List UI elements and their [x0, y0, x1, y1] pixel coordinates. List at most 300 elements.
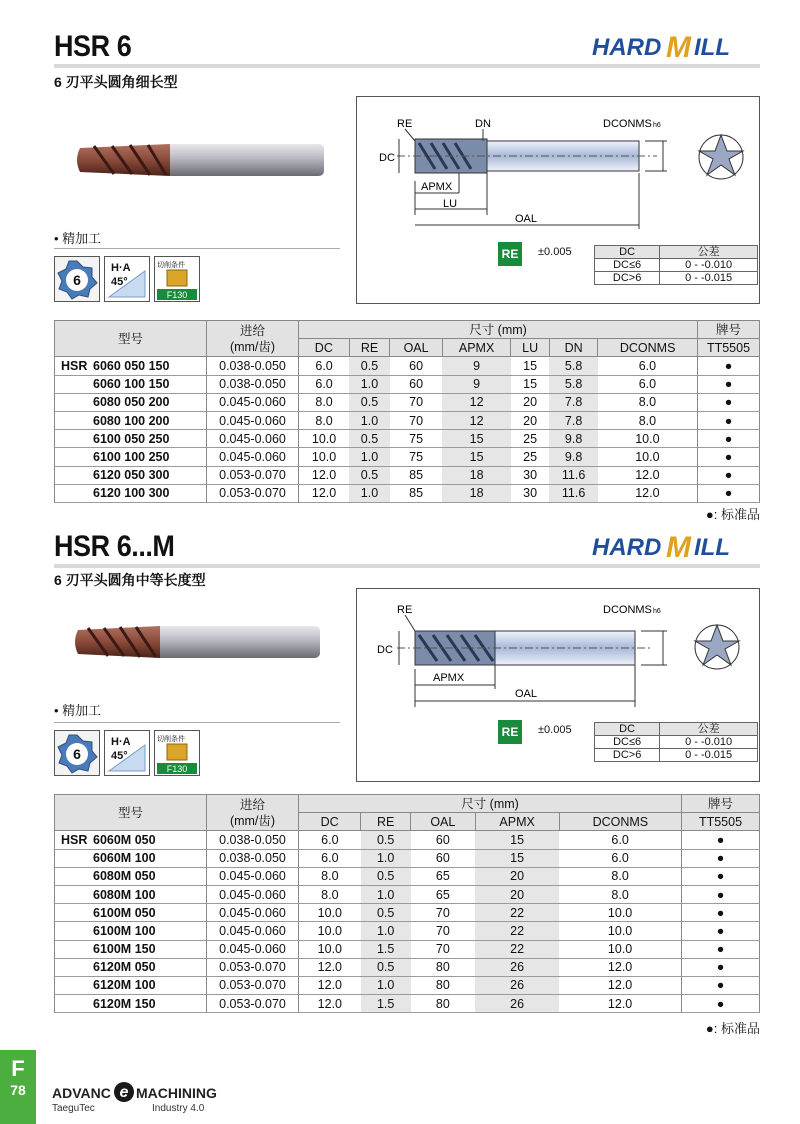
dim-cell-dn: 5.8: [549, 357, 597, 375]
dim-cell-oal: 80: [411, 958, 475, 976]
dim-cell-apmx: 20: [475, 867, 559, 885]
model-cell: [55, 849, 207, 867]
cond-code: F130: [166, 764, 188, 774]
table-row: [55, 940, 760, 958]
spec-icons: [54, 730, 200, 776]
dim-cell-apmx: 20: [475, 885, 559, 903]
col-feed: 进给 (mm/齿): [207, 795, 299, 831]
dim-cell-re: 1.0: [361, 849, 411, 867]
feed-cell: 0.045-0.060: [207, 411, 299, 429]
tol-head-tol: 公差: [660, 723, 758, 736]
stock-mark: ●: [682, 940, 760, 958]
col-model: 型号: [55, 321, 207, 357]
dim-cell-dn: 11.6: [549, 484, 597, 502]
section-hsr6m: [0, 528, 800, 1048]
dim-cell-apmx: 9: [442, 375, 511, 393]
model-code: 6100 050 250: [93, 431, 170, 446]
end-mill-image: [74, 620, 328, 664]
dim-cell-oal: 70: [411, 940, 475, 958]
dim-cell-oal: 60: [390, 357, 442, 375]
dim-oal: OAL: [515, 213, 538, 225]
dim-cell-re: 0.5: [361, 904, 411, 922]
helix-label: H·A: [111, 262, 131, 274]
dim-cell-oal: 80: [411, 976, 475, 994]
dim-cell-apmx: 12: [442, 411, 511, 429]
stock-mark: ●: [698, 375, 760, 393]
dim-cell-oal: 70: [390, 393, 442, 411]
section-title: HSR 6: [54, 30, 132, 63]
dim-h6: h6: [653, 122, 661, 129]
model-code: 6060M 100: [93, 851, 156, 866]
standard-note: ●: 标准品: [705, 507, 760, 522]
model-code: 6100M 150: [93, 942, 156, 957]
end-view-icon: [699, 135, 743, 179]
model-code: 6100M 100: [93, 923, 156, 938]
dim-cell-apmx: 22: [475, 940, 559, 958]
dim-cell-re: 1.0: [349, 375, 390, 393]
stock-mark: ●: [682, 867, 760, 885]
feed-cell: 0.045-0.060: [207, 940, 299, 958]
model-code: 6100 100 250: [93, 449, 170, 464]
col-model: 型号: [55, 795, 207, 831]
dim-cell-re: 1.0: [349, 448, 390, 466]
svg-text:ILL: ILL: [694, 534, 730, 561]
col-dconms: DCONMS: [598, 339, 698, 357]
dim-re: RE: [397, 604, 413, 616]
model-cell: [55, 484, 207, 502]
helix-angle-icon: [104, 256, 150, 302]
tagline: Industry 4.0: [152, 1103, 205, 1114]
cutting-conditions-icon: [154, 730, 200, 776]
dim-cell-re: 1.0: [361, 922, 411, 940]
dim-cell-dn: 5.8: [549, 375, 597, 393]
table-row: [55, 849, 760, 867]
spec-table-body: [55, 357, 760, 503]
model-prefix: HSR: [61, 832, 88, 847]
model-code: 6100M 050: [93, 905, 156, 920]
table-row: [55, 867, 760, 885]
dim-cell-dn: 7.8: [549, 411, 597, 429]
dim-cell-dconms: 6.0: [598, 375, 698, 393]
dim-cell-oal: 80: [411, 995, 475, 1013]
table-row: [55, 976, 760, 994]
feed-cell: 0.045-0.060: [207, 867, 299, 885]
re-badge: RE: [498, 720, 522, 744]
table-row: [55, 448, 760, 466]
dim-cell-dc: 6.0: [299, 357, 350, 375]
dim-cell-dc: 6.0: [299, 849, 361, 867]
dim-cell-oal: 65: [411, 885, 475, 903]
dim-cell-re: 1.0: [361, 976, 411, 994]
dim-cell-lu: 15: [511, 375, 550, 393]
col-grade: 牌号: [682, 795, 760, 813]
stock-mark: ●: [698, 393, 760, 411]
feed-cell: 0.053-0.070: [207, 466, 299, 484]
feed-cell: 0.038-0.050: [207, 849, 299, 867]
model-cell: [55, 430, 207, 448]
dim-h6: h6: [653, 608, 661, 615]
hardmill-logo: [590, 528, 760, 562]
dim-cell-re: 0.5: [349, 357, 390, 375]
model-code: 6060M 050: [93, 832, 156, 847]
dim-cell-apmx: 26: [475, 995, 559, 1013]
dim-cell-dconms: 6.0: [559, 849, 681, 867]
title-divider: [54, 564, 760, 568]
dim-cell-dc: 10.0: [299, 448, 350, 466]
section-subtitle: 6 刃平头圆角中等长度型: [54, 572, 206, 588]
stock-mark: ●: [682, 831, 760, 849]
model-code: 6120M 050: [93, 960, 156, 975]
stock-mark: ●: [682, 849, 760, 867]
dim-cell-dc: 10.0: [299, 430, 350, 448]
svg-text:HARD: HARD: [592, 34, 662, 61]
model-code: 6060 100 150: [93, 377, 170, 392]
col-oal: OAL: [390, 339, 442, 357]
finishing-label: • 精加工: [54, 703, 102, 718]
stock-mark: ●: [698, 411, 760, 429]
dim-dn: DN: [475, 118, 491, 130]
dim-cell-dc: 10.0: [299, 922, 361, 940]
model-cell: [55, 375, 207, 393]
table-row: [55, 484, 760, 502]
dim-cell-oal: 70: [390, 411, 442, 429]
stock-mark: ●: [682, 976, 760, 994]
tol-head-dc: DC: [595, 246, 660, 259]
svg-text:M: M: [666, 31, 691, 62]
brand-right: MACHINING: [136, 1085, 217, 1101]
dim-cell-dconms: 10.0: [598, 448, 698, 466]
col-dimensions: 尺寸 (mm): [299, 795, 682, 813]
feed-cell: 0.045-0.060: [207, 393, 299, 411]
helix-label: H·A: [111, 736, 131, 748]
dim-cell-dconms: 8.0: [598, 411, 698, 429]
hardmill-logo: [590, 28, 760, 62]
tol-dc: DC≤6: [595, 736, 660, 749]
spec-table-body: [55, 831, 760, 1013]
dim-dc: DC: [377, 644, 393, 656]
col-grade: 牌号: [698, 321, 760, 339]
dim-cell-dconms: 12.0: [559, 958, 681, 976]
col-dn: DN: [549, 339, 597, 357]
model-cell: [55, 831, 207, 849]
dim-cell-dconms: 6.0: [559, 831, 681, 849]
stock-mark: ●: [698, 466, 760, 484]
col-dc: DC: [299, 813, 361, 831]
dim-cell-dc: 6.0: [299, 831, 361, 849]
col-apmx: APMX: [442, 339, 511, 357]
dim-cell-dn: 7.8: [549, 393, 597, 411]
dim-cell-dconms: 8.0: [559, 867, 681, 885]
dim-cell-dc: 10.0: [299, 904, 361, 922]
model-cell: [55, 448, 207, 466]
flutes-count: 6: [73, 746, 81, 762]
model-cell: [55, 922, 207, 940]
brand-e: e: [119, 1084, 129, 1101]
dim-cell-dconms: 8.0: [559, 885, 681, 903]
dim-cell-dconms: 6.0: [598, 357, 698, 375]
dim-cell-dc: 12.0: [299, 958, 361, 976]
tol-head-tol: 公差: [660, 246, 758, 259]
table-row: [55, 393, 760, 411]
cutting-conditions-icon: [154, 256, 200, 302]
svg-text:HARD: HARD: [592, 534, 662, 561]
col-grade-name: TT5505: [698, 339, 760, 357]
dim-cell-dconms: 10.0: [598, 430, 698, 448]
dim-cell-re: 0.5: [349, 393, 390, 411]
standard-note: ●: 标准品: [705, 1021, 760, 1036]
table-row: [55, 430, 760, 448]
model-cell: [55, 466, 207, 484]
spec-icons: [54, 256, 200, 302]
model-cell: [55, 411, 207, 429]
col-dimensions: 尺寸 (mm): [299, 321, 698, 339]
dim-dconms: DCONMS: [603, 604, 652, 616]
dim-cell-oal: 85: [390, 484, 442, 502]
cond-label: 切削条件: [157, 735, 185, 743]
dim-cell-re: 1.0: [349, 484, 390, 502]
re-tolerance: ±0.005: [538, 246, 572, 258]
feed-cell: 0.053-0.070: [207, 976, 299, 994]
svg-text:ILL: ILL: [694, 34, 730, 61]
table-row: [55, 375, 760, 393]
model-code: 6120M 100: [93, 978, 156, 993]
dim-cell-apmx: 15: [442, 430, 511, 448]
page-tab: [0, 1050, 36, 1124]
table-row: [55, 466, 760, 484]
dim-cell-dn: 9.8: [549, 430, 597, 448]
feed-cell: 0.038-0.050: [207, 357, 299, 375]
dim-cell-dconms: 10.0: [559, 922, 681, 940]
dim-cell-oal: 60: [411, 849, 475, 867]
title-divider: [54, 64, 760, 68]
model-code: 6080M 100: [93, 887, 156, 902]
dim-cell-apmx: 22: [475, 922, 559, 940]
flutes-icon: [54, 256, 100, 302]
model-cell: [55, 958, 207, 976]
dim-cell-oal: 65: [411, 867, 475, 885]
dim-cell-oal: 60: [411, 831, 475, 849]
company-name: TaeguTec: [52, 1103, 95, 1114]
dim-cell-apmx: 15: [475, 849, 559, 867]
table-row: [55, 885, 760, 903]
dim-cell-oal: 85: [390, 466, 442, 484]
stock-mark: ●: [698, 430, 760, 448]
dim-cell-apmx: 9: [442, 357, 511, 375]
section-subtitle: 6 刃平头圆角细长型: [54, 74, 178, 90]
dim-cell-dconms: 12.0: [598, 484, 698, 502]
table-row: [55, 411, 760, 429]
advance-machining-logo: [52, 1080, 222, 1114]
feed-cell: 0.038-0.050: [207, 375, 299, 393]
model-cell: [55, 867, 207, 885]
dim-dc: DC: [379, 152, 395, 164]
helix-value: 45°: [111, 750, 128, 762]
col-apmx: APMX: [475, 813, 559, 831]
helix-angle-icon: [104, 730, 150, 776]
dim-cell-apmx: 26: [475, 958, 559, 976]
model-prefix: HSR: [61, 358, 88, 373]
svg-text:M: M: [666, 531, 691, 562]
model-code: 6080 100 200: [93, 413, 170, 428]
flutes-count: 6: [73, 272, 81, 288]
dim-cell-apmx: 22: [475, 904, 559, 922]
finishing-label: • 精加工: [54, 231, 102, 246]
dim-cell-dc: 12.0: [299, 976, 361, 994]
feed-cell: 0.045-0.060: [207, 448, 299, 466]
dim-cell-lu: 15: [511, 357, 550, 375]
dim-cell-dc: 6.0: [299, 375, 350, 393]
dim-cell-dconms: 8.0: [598, 393, 698, 411]
cond-code: F130: [166, 290, 188, 300]
dim-cell-lu: 30: [511, 484, 550, 502]
dim-cell-apmx: 15: [442, 448, 511, 466]
model-code: 6120 100 300: [93, 486, 170, 501]
dim-cell-oal: 75: [390, 448, 442, 466]
dim-cell-dconms: 12.0: [559, 995, 681, 1013]
model-cell: [55, 885, 207, 903]
dim-cell-re: 1.5: [361, 995, 411, 1013]
dim-cell-re: 0.5: [361, 867, 411, 885]
feed-cell: 0.053-0.070: [207, 484, 299, 502]
col-feed: 进给 (mm/齿): [207, 321, 299, 357]
dim-cell-oal: 70: [411, 904, 475, 922]
dim-cell-lu: 25: [511, 448, 550, 466]
dim-cell-dc: 12.0: [299, 466, 350, 484]
dim-cell-dc: 12.0: [299, 484, 350, 502]
table-row: [55, 357, 760, 375]
page-number: 78: [10, 1082, 26, 1098]
stock-mark: ●: [682, 922, 760, 940]
dim-cell-lu: 20: [511, 393, 550, 411]
re-tolerance: ±0.005: [538, 724, 572, 736]
dim-cell-re: 0.5: [361, 958, 411, 976]
finishing-divider: [54, 248, 340, 249]
dim-cell-dn: 11.6: [549, 466, 597, 484]
model-code: 6080M 050: [93, 869, 156, 884]
dim-cell-dc: 10.0: [299, 940, 361, 958]
model-code: 6080 050 200: [93, 395, 170, 410]
brand-left: ADVANC: [52, 1085, 111, 1101]
page-letter: F: [11, 1056, 25, 1081]
section-title: HSR 6...M: [54, 530, 175, 563]
dim-cell-dc: 8.0: [299, 867, 361, 885]
model-code: 6120M 150: [93, 996, 156, 1011]
tol-value: 0 - -0.010: [660, 259, 758, 272]
dim-cell-dn: 9.8: [549, 448, 597, 466]
dim-cell-lu: 20: [511, 411, 550, 429]
model-cell: [55, 995, 207, 1013]
cond-label: 切削条件: [157, 261, 185, 269]
re-badge: RE: [498, 242, 522, 266]
stock-mark: ●: [682, 904, 760, 922]
feed-cell: 0.045-0.060: [207, 430, 299, 448]
dim-cell-apmx: 18: [442, 484, 511, 502]
spec-table: [54, 794, 760, 1013]
dim-re: RE: [397, 118, 413, 130]
dim-dconms: DCONMS: [603, 118, 652, 130]
model-code: 6060 050 150: [93, 358, 170, 373]
tol-dc: DC>6: [595, 272, 660, 285]
tol-head-dc: DC: [595, 723, 660, 736]
model-cell: [55, 393, 207, 411]
end-view-icon: [695, 625, 739, 669]
dim-cell-re: 1.0: [349, 411, 390, 429]
dim-cell-oal: 70: [411, 922, 475, 940]
dim-cell-oal: 60: [390, 375, 442, 393]
model-cell: [55, 940, 207, 958]
dim-apmx: APMX: [433, 672, 465, 684]
dim-cell-apmx: 26: [475, 976, 559, 994]
col-grade-name: TT5505: [682, 813, 760, 831]
flutes-icon: [54, 730, 100, 776]
feed-cell: 0.045-0.060: [207, 885, 299, 903]
dim-cell-re: 0.5: [361, 831, 411, 849]
dim-cell-apmx: 15: [475, 831, 559, 849]
tol-dc: DC≤6: [595, 259, 660, 272]
stock-mark: ●: [682, 885, 760, 903]
feed-cell: 0.045-0.060: [207, 922, 299, 940]
tol-value: 0 - -0.015: [660, 749, 758, 762]
dim-oal: OAL: [515, 688, 538, 700]
model-cell: [55, 904, 207, 922]
table-row: [55, 922, 760, 940]
tol-value: 0 - -0.010: [660, 736, 758, 749]
table-row: [55, 904, 760, 922]
dim-cell-apmx: 12: [442, 393, 511, 411]
tolerance-table: [594, 722, 758, 762]
dim-cell-dconms: 10.0: [559, 904, 681, 922]
dim-cell-dconms: 10.0: [559, 940, 681, 958]
dim-cell-re: 0.5: [349, 430, 390, 448]
model-cell: [55, 357, 207, 375]
col-dc: DC: [299, 339, 350, 357]
col-re: RE: [349, 339, 390, 357]
dim-cell-dc: 8.0: [299, 885, 361, 903]
stock-mark: ●: [682, 995, 760, 1013]
dim-cell-dconms: 12.0: [598, 466, 698, 484]
dim-cell-dc: 8.0: [299, 393, 350, 411]
table-row: [55, 995, 760, 1013]
feed-cell: 0.053-0.070: [207, 995, 299, 1013]
dim-cell-dc: 8.0: [299, 411, 350, 429]
model-cell: [55, 976, 207, 994]
stock-mark: ●: [682, 958, 760, 976]
table-row: [55, 831, 760, 849]
dim-cell-re: 1.5: [361, 940, 411, 958]
tolerance-table: [594, 245, 758, 285]
stock-mark: ●: [698, 357, 760, 375]
dim-cell-re: 0.5: [349, 466, 390, 484]
model-code: 6120 050 300: [93, 468, 170, 483]
stock-mark: ●: [698, 484, 760, 502]
dim-cell-oal: 75: [390, 430, 442, 448]
dim-cell-lu: 25: [511, 430, 550, 448]
feed-cell: 0.038-0.050: [207, 831, 299, 849]
col-oal: OAL: [411, 813, 475, 831]
col-dconms: DCONMS: [559, 813, 681, 831]
section-hsr6: [0, 0, 800, 530]
tol-dc: DC>6: [595, 749, 660, 762]
helix-value: 45°: [111, 276, 128, 288]
stock-mark: ●: [698, 448, 760, 466]
dim-apmx: APMX: [421, 181, 453, 193]
dim-cell-lu: 30: [511, 466, 550, 484]
feed-cell: 0.045-0.060: [207, 904, 299, 922]
feed-cell: 0.053-0.070: [207, 958, 299, 976]
col-re: RE: [361, 813, 411, 831]
tol-value: 0 - -0.015: [660, 272, 758, 285]
dim-cell-apmx: 18: [442, 466, 511, 484]
